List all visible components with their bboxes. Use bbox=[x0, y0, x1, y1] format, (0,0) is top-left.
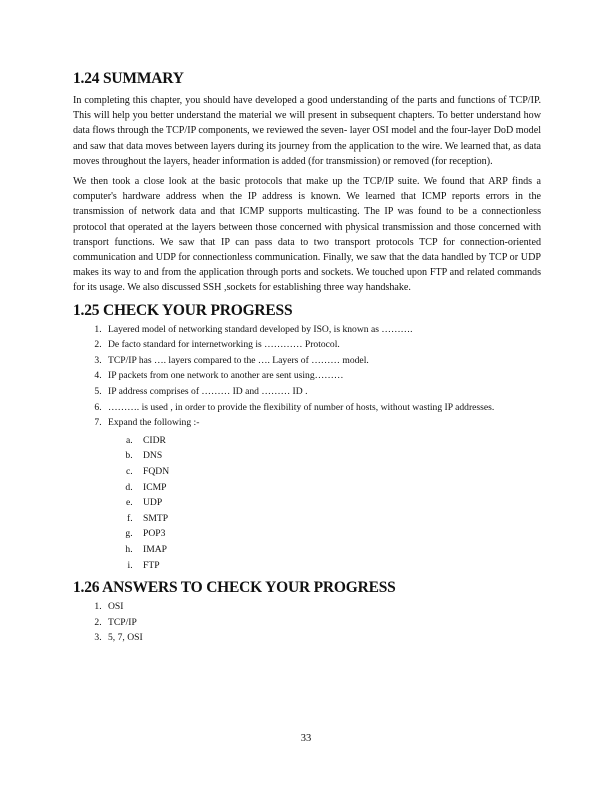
question-item: 4. IP packets from one network to another are sent using……… bbox=[104, 368, 541, 384]
summary-paragraph-1: In completing this chapter, you should have developed a good understanding of the parts and functions of TCP/IP. This will help you better understand the material we will present in subsequent chapters. To better understand how data flows through the TCP/IP components, we reviewed the seven- layer OSI model and the four-layer DoD model and saw that data moves between layers during its journey from the application to the wire. We learned that, as data moves throughout the layers, header information is added (for transmission) or removed (for reception). bbox=[73, 95, 541, 167]
question-list bbox=[73, 322, 541, 431]
expand-item: g. POP3 bbox=[135, 526, 541, 542]
expand-list bbox=[73, 433, 541, 573]
question-item: 6. ………. is used , in order to provide the flexibility of number of hosts, without wasting IP addresses. bbox=[104, 400, 541, 416]
question-item: 1. Layered model of networking standard developed by ISO, is known as ………. bbox=[104, 322, 541, 338]
question-item: 2. De facto standard for internetworking is ………… Protocol. bbox=[104, 337, 541, 353]
answer-item: 2. TCP/IP bbox=[104, 615, 541, 631]
question-item: 5. IP address comprises of ……… ID and ……… ID . bbox=[104, 384, 541, 400]
summary-paragraph-2: We then took a close look at the basic protocols that make up the TCP/IP suite. We found that ARP finds a computer's hardware address when the IP address is known. We learned that ICMP reports errors in the transmission of network data and that ICMP supports multicasting. The IP was found to be a connectionless protocol that operated at the layers between those concerned with physical transmission and those concerned with transport functions. We saw that IP can pass data to two transport protocols TCP for connection-oriented communication and UDP for connectionless communication. Finally, we saw that the data handled by TCP or UDP makes its way to and from the application through ports and sockets. We touched upon FTP and related commands for its usage. We also discussed SSH ,sockets for establishing three way handshake. bbox=[73, 176, 541, 294]
expand-item: f. SMTP bbox=[135, 511, 541, 527]
answers-list bbox=[73, 599, 541, 646]
answer-item: 3. 5, 7, OSI bbox=[104, 630, 541, 646]
question-text: Expand the following :- bbox=[108, 417, 200, 429]
question-item: 3. TCP/IP has …. layers compared to the …. Layers of ……… model. bbox=[104, 353, 541, 369]
expand-item: b. DNS bbox=[135, 448, 541, 464]
check-progress-heading: 1.25 CHECK YOUR PROGRESS bbox=[73, 301, 293, 319]
expand-item: h. IMAP bbox=[135, 542, 541, 558]
expand-item: c. FQDN bbox=[135, 464, 541, 480]
page-number: 33 bbox=[300, 733, 312, 744]
expand-item: d. ICMP bbox=[135, 480, 541, 496]
question-item bbox=[104, 415, 541, 431]
expand-item: i. FTP bbox=[135, 558, 541, 574]
expand-item: e. UDP bbox=[135, 495, 541, 511]
summary-heading: 1.24 SUMMARY bbox=[73, 70, 184, 87]
answers-heading: 1.26 ANSWERS TO CHECK YOUR PROGRESS bbox=[73, 579, 396, 597]
expand-item: a. CIDR bbox=[135, 433, 541, 449]
page-content bbox=[73, 70, 541, 646]
answer-item: 1. OSI bbox=[104, 599, 541, 615]
